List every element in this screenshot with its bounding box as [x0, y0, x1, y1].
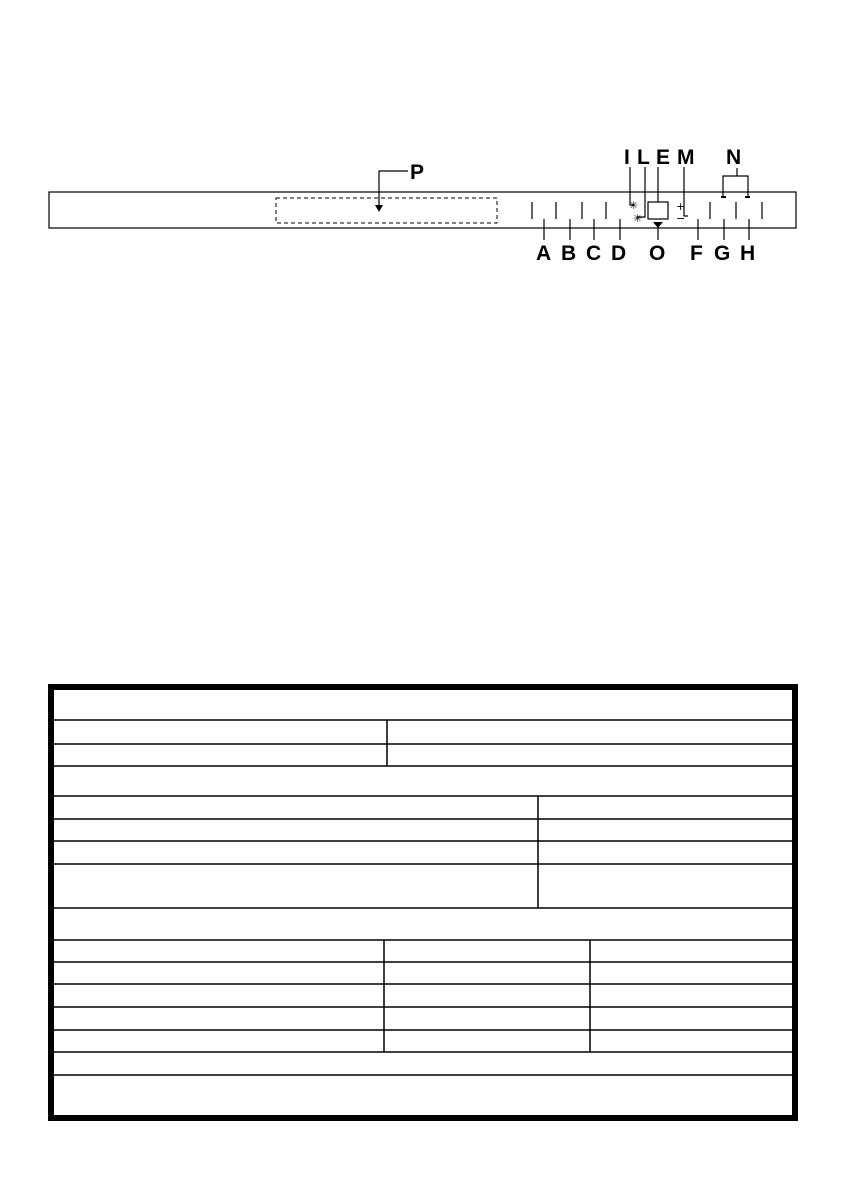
callout-o: O — [649, 242, 666, 265]
symbol-l: ✳ — [633, 212, 643, 225]
indicator-e-square — [648, 202, 668, 219]
callout-m: M — [677, 146, 695, 169]
indicator-o-triangle — [653, 222, 663, 228]
callout-g: G — [714, 242, 731, 265]
bottom-leaders — [544, 219, 749, 240]
callout-b: B — [561, 242, 577, 265]
callout-f: F — [690, 242, 703, 265]
callout-l: L — [637, 146, 650, 169]
callout-e: E — [656, 146, 671, 169]
display-window — [276, 198, 497, 223]
spec-table — [48, 684, 798, 1121]
callout-h: H — [740, 242, 756, 265]
symbol-i: ✳ — [629, 199, 639, 212]
button-marks — [532, 202, 762, 219]
table-border — [51, 687, 795, 1118]
callout-d: D — [611, 242, 627, 265]
callout-c: C — [586, 242, 602, 265]
callout-n: N — [726, 146, 742, 169]
symbol-m-plus: + — [676, 200, 686, 213]
callout-i: I — [624, 146, 630, 169]
symbol-m-minus: − — [676, 212, 686, 225]
callout-a: A — [536, 242, 552, 265]
callout-p — [375, 161, 424, 212]
svg-text:P: P — [410, 161, 425, 184]
